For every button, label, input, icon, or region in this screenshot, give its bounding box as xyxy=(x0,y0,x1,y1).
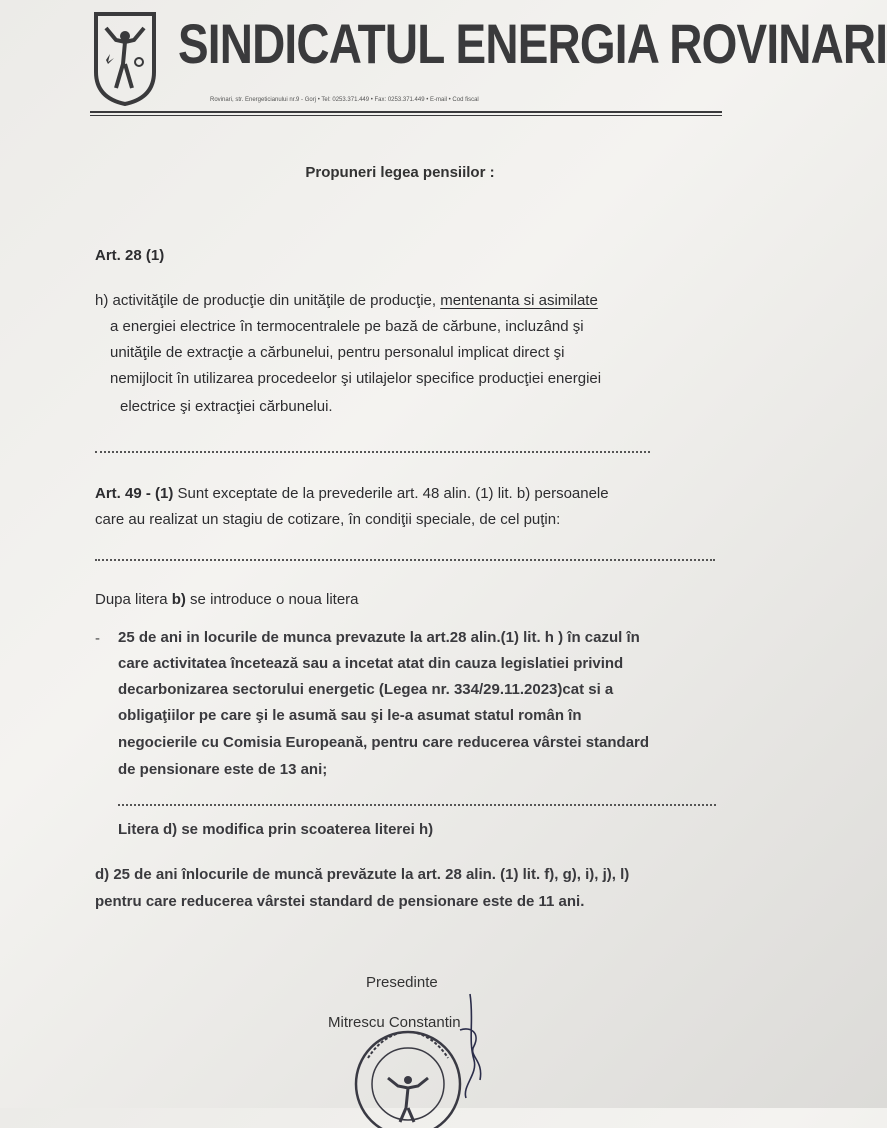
signatory-name: Mitrescu Constantin xyxy=(328,1014,461,1031)
insert-line-3: decarbonizarea sectorului energetic (Legea nr. 334/29.11.2023)cat si a xyxy=(118,681,614,698)
signatory-title: Presedinte xyxy=(366,974,438,991)
art49-line-2: care au realizat un stagiu de cotizare, în condiţii speciale, de cel puţin: xyxy=(95,511,561,528)
header-rule xyxy=(90,111,722,113)
dotted-separator xyxy=(95,556,715,561)
art28-heading: Art. 28 (1) xyxy=(95,247,165,264)
modify-line-1: d) 25 de ani înlocurile de muncă prevăzute la art. 28 alin. (1) lit. f), g), i), j), l) xyxy=(95,866,630,883)
contact-line: Rovinari, str. Energeticianului nr.9 - Gorj • Tel: 0253.371.449 • Fax: 0253.371.449 • E-mail • Cod fiscal xyxy=(210,97,479,103)
header-rule-thin xyxy=(90,115,722,116)
art28-line-2: a energiei electrice în termocentralele pe bază de cărbune, incluzând şi xyxy=(110,318,584,335)
art28-underlined-text: mentenanta si asimilate xyxy=(440,292,598,309)
bullet-icon: - xyxy=(95,630,100,647)
art28-line-3: unităţile de extracţie a cărbunelui, pentru personalul implicat direct şi xyxy=(110,344,565,361)
dotted-separator xyxy=(95,448,650,453)
insert-line-4: obligaţiilor pe care şi le asumă sau şi le-a asumat statul român în xyxy=(118,707,582,724)
art28-line-5: electrice şi extracţiei cărbunelui. xyxy=(120,398,333,415)
handwritten-signature-icon xyxy=(440,990,500,1100)
insert-intro-text: Dupa litera xyxy=(95,591,172,608)
art28-line-1-text: h) activităţile de producţie din unităţile de producţie, xyxy=(95,292,441,309)
dotted-separator xyxy=(118,801,716,806)
art49-bold-label: Art. 49 - (1) xyxy=(95,485,174,502)
insert-line-6: de pensionare este de 13 ani; xyxy=(118,761,328,778)
insert-line-5: negocierile cu Comisia Europeană, pentru care reducerea vârstei standard xyxy=(118,734,650,751)
document-title: Propuneri legea pensiilor : xyxy=(305,164,495,181)
modify-line-2: pentru care reducerea vârstei standard de pensionare este de 11 ani. xyxy=(95,893,585,910)
art28-line-1 xyxy=(95,288,598,314)
insert-line-2: care activitatea încetează sau a incetat atat din cauza legislatiei privind xyxy=(118,655,624,672)
insert-intro xyxy=(95,587,359,613)
insert-line-1: 25 de ani in locurile de munca prevazute la art.28 alin.(1) lit. h ) în cazul în xyxy=(118,629,640,646)
art49-line-1-text: Sunt exceptate de la prevederile art. 48 alin. (1) lit. b) persoanele xyxy=(173,485,609,502)
organization-name: SINDICATUL ENERGIA ROVINARI xyxy=(178,12,887,75)
art28-line-4: nemijlocit în utilizarea procedeelor şi utilajelor specifice producţiei energiei xyxy=(110,370,602,387)
union-logo-icon xyxy=(92,10,158,106)
modify-heading: Litera d) se modifica prin scoaterea literei h) xyxy=(118,821,434,838)
art49-line-1 xyxy=(95,481,609,507)
insert-intro-rest: se introduce o noua litera xyxy=(185,591,359,608)
insert-intro-bold: b) xyxy=(171,591,186,608)
